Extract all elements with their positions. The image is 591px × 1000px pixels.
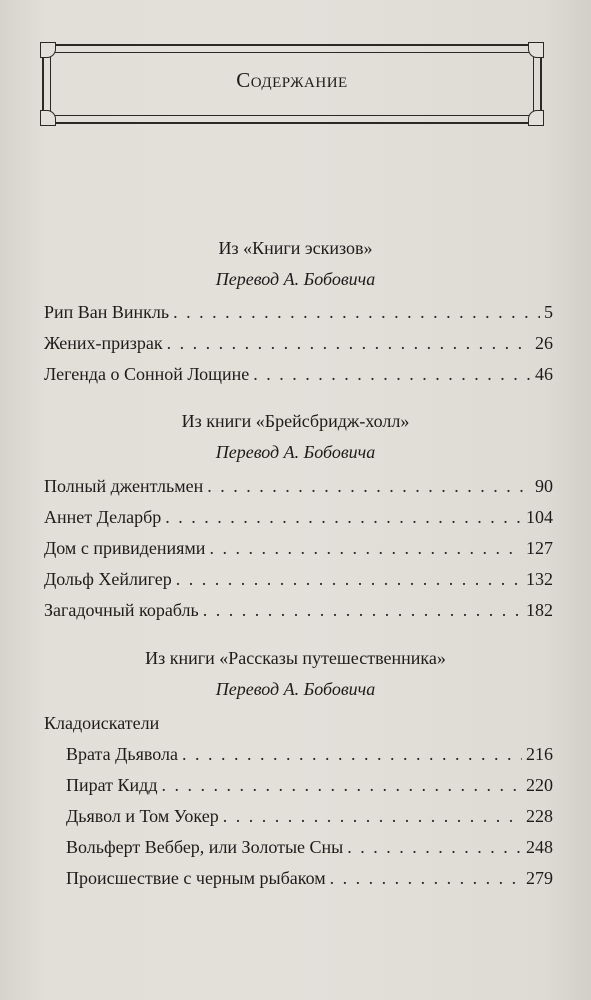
toc-entry-page: 216	[526, 744, 553, 764]
toc-entry-title: Врата Дьявола	[66, 744, 178, 764]
section-translator: Перевод А. Бобовича	[215, 679, 376, 699]
dot-leader	[173, 302, 540, 323]
toc-entry-page: 90	[535, 476, 553, 496]
toc-entry-title: Аннет Деларбр	[44, 507, 162, 527]
section-heading: Из «Книги эскизов»	[218, 238, 373, 258]
toc-entry-title: Дьявол и Том Уокер	[66, 806, 219, 826]
toc-entry-page: 228	[526, 806, 553, 826]
toc-entry[interactable]	[44, 507, 553, 531]
toc-entry[interactable]	[44, 364, 553, 388]
toc-entry-title: Загадочный корабль	[44, 600, 199, 620]
toc-entry[interactable]	[66, 868, 553, 892]
frame-corner-ornament	[528, 110, 544, 126]
section-translator: Перевод А. Бобовича	[215, 442, 376, 462]
section-heading: Из книги «Брейсбридж-холл»	[181, 411, 410, 431]
dot-leader	[330, 868, 522, 889]
toc-entry-page: 46	[535, 364, 553, 384]
section-heading: Из книги «Рассказы путешественника»	[145, 648, 446, 668]
frame-corner-ornament	[40, 110, 56, 126]
dot-leader	[165, 507, 522, 528]
toc-entry[interactable]	[44, 600, 553, 624]
toc-entry-title: Жених-призрак	[44, 333, 163, 353]
dot-leader	[207, 476, 531, 497]
dot-leader	[167, 333, 531, 354]
toc-group-title[interactable]: Кладоискатели	[44, 713, 160, 733]
dot-leader	[176, 569, 522, 590]
toc-entry[interactable]	[44, 333, 553, 357]
toc-entry-title: Дольф Хейлигер	[44, 569, 172, 589]
toc-entry-page: 182	[526, 600, 553, 620]
toc-entry-page: 279	[526, 868, 553, 888]
toc-entry[interactable]	[44, 538, 553, 562]
dot-leader	[182, 744, 522, 765]
toc-entry-page: 248	[526, 837, 553, 857]
toc-entry[interactable]	[44, 476, 553, 500]
toc-entry[interactable]	[66, 837, 553, 861]
toc-entry-title: Дом с привидениями	[44, 538, 206, 558]
toc-entry-page: 104	[526, 507, 553, 527]
toc-entry-title: Пират Кидд	[66, 775, 158, 795]
dot-leader	[347, 837, 522, 858]
toc-entry[interactable]	[66, 806, 553, 830]
title-frame	[42, 44, 542, 124]
dot-leader	[161, 775, 522, 796]
toc-entry[interactable]	[44, 302, 553, 326]
toc-entry[interactable]	[66, 775, 553, 799]
toc-entry[interactable]	[66, 744, 553, 768]
toc-entry-page: 132	[526, 569, 553, 589]
toc-entry-page: 220	[526, 775, 553, 795]
dot-leader	[223, 806, 522, 827]
toc-entry-page: 5	[544, 302, 553, 322]
toc-entry-title: Вольферт Веббер, или Золотые Сны	[66, 837, 344, 857]
dot-leader	[253, 364, 531, 385]
dot-leader	[203, 600, 522, 621]
toc-entry-page: 127	[526, 538, 553, 558]
page-title: Содержание	[236, 68, 348, 92]
frame-corner-ornament	[528, 42, 544, 58]
dot-leader	[209, 538, 522, 559]
toc-entry-title: Происшествие с черным рыбаком	[66, 868, 326, 888]
toc-entry-title: Полный джентльмен	[44, 476, 204, 496]
toc-entry[interactable]	[44, 569, 553, 593]
toc-entry-page: 26	[535, 333, 553, 353]
toc-entry-title: Легенда о Сонной Лощине	[44, 364, 250, 384]
toc-entry-title: Рип Ван Винкль	[44, 302, 170, 322]
section-translator: Перевод А. Бобовича	[215, 269, 376, 289]
